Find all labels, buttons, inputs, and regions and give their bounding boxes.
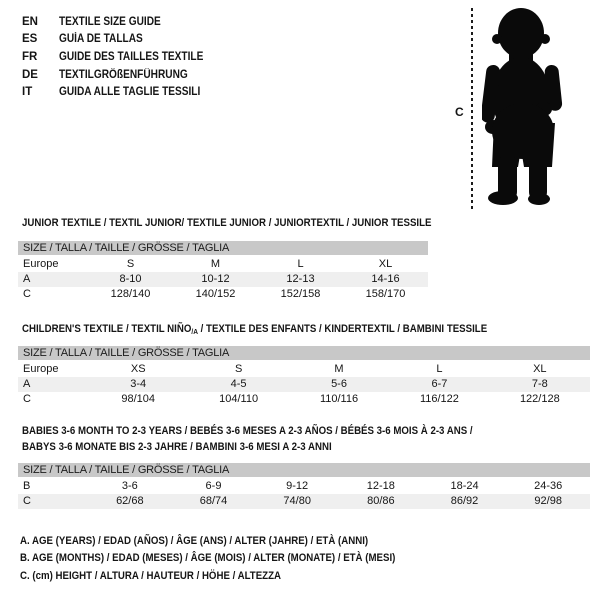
footnote-legend — [20, 533, 447, 585]
table-cell: 98/104 — [121, 393, 156, 405]
table-cell: 116/122 — [419, 393, 459, 405]
table-row — [18, 272, 428, 287]
table-cell: 9-12 — [286, 480, 309, 492]
children-heading-after: / TEXTILE DES ENFANTS / KINDERTEXTIL / BAMBINI TESSILE — [197, 323, 488, 335]
row-label: C — [23, 288, 31, 300]
language-code: FR — [22, 50, 38, 63]
footnote-a-text: A. AGE (YEARS) / EDAD (AÑOS) / ÂGE (ANS) / ALTER (JAHRE) / ETÀ (ANNI) — [20, 535, 369, 547]
babies-heading-line1: BABIES 3-6 MONTH TO 2-3 YEARS / BEBÉS 3-6 MESES A 2-3 AÑOS / BÉBÉS 3-6 MOIS À 2-3 ANS / — [22, 425, 473, 437]
table-cell: 158/170 — [365, 288, 406, 300]
table-row — [18, 494, 590, 509]
language-list — [22, 13, 223, 101]
table-cell: 110/116 — [319, 393, 359, 405]
table-cell: M — [210, 258, 221, 270]
table-cell: S — [234, 363, 243, 375]
row-label: Europe — [23, 363, 59, 375]
table-cell: S — [126, 258, 135, 270]
row-label: Europe — [23, 258, 59, 270]
row-label: C — [23, 495, 31, 507]
babies-section-heading — [22, 423, 534, 455]
height-measure-dashed-line — [471, 8, 473, 209]
row-label: C — [23, 393, 31, 405]
table-cell: XL — [533, 363, 547, 375]
table-cell: XL — [378, 258, 393, 270]
footnote-b-text: B. AGE (MONTHS) / EDAD (MESES) / ÂGE (MOIS) / ALTER (MONATE) / ETÀ (MESI) — [20, 552, 396, 565]
table-cell: 92/98 — [534, 495, 562, 507]
table-cell: 12-18 — [366, 480, 395, 492]
babies-size-table — [18, 463, 590, 509]
table-cell: 80/86 — [367, 495, 395, 507]
footnote-c — [20, 568, 447, 585]
table-cell: 10-12 — [201, 273, 230, 285]
table-cell: 122/128 — [519, 393, 560, 405]
table-cell: 12-13 — [286, 273, 315, 285]
children-heading-before: CHILDREN'S TEXTILE / TEXTIL NIÑO — [22, 323, 192, 335]
footnote-a — [20, 533, 447, 550]
table-cell: XS — [130, 363, 146, 375]
footnote-c-text: C. (cm) HEIGHT / ALTURA / HAUTEUR / HÖHE / ALTEZZA — [20, 569, 282, 582]
table-cell: 74/80 — [283, 495, 311, 507]
language-row — [22, 66, 223, 84]
table-cell: 6-7 — [431, 378, 448, 390]
table-cell: L — [436, 363, 443, 375]
children-heading-text — [22, 321, 487, 340]
table-cell: L — [297, 258, 304, 270]
table-cell: 86/92 — [450, 495, 479, 507]
table-cell: 152/158 — [280, 288, 321, 300]
table-cell: 24-36 — [534, 480, 563, 492]
table-cell: 140/152 — [195, 288, 236, 300]
row-label: B — [23, 480, 31, 492]
language-row — [22, 48, 223, 66]
children-heading-sub: /A — [191, 327, 198, 336]
table-cell: 18-24 — [450, 480, 479, 492]
table-row — [18, 479, 590, 494]
table-cell: 14-16 — [371, 273, 400, 285]
table-cell: 62/68 — [116, 495, 144, 507]
table-row — [18, 257, 428, 272]
table-cell: 8-10 — [119, 273, 142, 285]
table-cell: 7-8 — [531, 378, 548, 390]
row-label: A — [23, 378, 31, 390]
table-cell: 6-9 — [205, 480, 222, 492]
junior-size-table — [18, 241, 428, 302]
size-header-bar: SIZE / TALLA / TAILLE / GRÖSSE / TAGLIA — [18, 346, 590, 360]
footnote-b — [20, 550, 447, 567]
junior-section-heading — [22, 215, 487, 231]
table-cell: 3-6 — [121, 480, 138, 492]
children-section-heading — [22, 321, 551, 340]
table-cell: 104/110 — [219, 393, 259, 405]
children-size-table — [18, 346, 590, 407]
language-row — [22, 31, 223, 49]
table-row — [18, 287, 428, 302]
language-code: DE — [22, 68, 38, 81]
junior-heading-text: JUNIOR TEXTILE / TEXTIL JUNIOR/ TEXTILE JUNIOR / JUNIORTEXTIL / JUNIOR TESSILE — [22, 217, 432, 229]
table-row — [18, 362, 590, 377]
baby-silhouette-icon — [482, 5, 574, 208]
table-cell: 3-4 — [130, 378, 147, 390]
table-cell: 4-5 — [230, 378, 247, 390]
table-cell: 68/74 — [199, 495, 228, 507]
size-header-bar: SIZE / TALLA / TAILLE / GRÖSSE / TAGLIA — [18, 463, 590, 477]
language-row — [22, 83, 223, 101]
babies-heading-line2: BABYS 3-6 MONATE BIS 2-3 JAHRE / BAMBINI 3-6 MESI A 2-3 ANNI — [22, 441, 332, 453]
height-measure-label: C — [455, 105, 464, 119]
table-cell: 128/140 — [110, 288, 151, 300]
language-title: GUIDA ALLE TAGLIE TESSILI — [59, 86, 201, 99]
table-cell: M — [334, 363, 344, 375]
table-row — [18, 392, 590, 407]
language-title: TEXTILGRÖßENFÜHRUNG — [59, 68, 188, 81]
language-title: GUÍA DE TALLAS — [59, 33, 143, 46]
language-row — [22, 13, 223, 31]
language-title: GUIDE DES TAILLES TEXTILE — [59, 50, 204, 63]
table-row — [18, 377, 590, 392]
language-code: ES — [22, 33, 38, 46]
table-cell: 5-6 — [331, 378, 347, 390]
row-label: A — [23, 273, 31, 285]
size-header-bar: SIZE / TALLA / TAILLE / GRÖSSE / TAGLIA — [18, 241, 428, 255]
language-code: IT — [22, 86, 33, 99]
language-code: EN — [22, 15, 38, 28]
language-title: TEXTILE SIZE GUIDE — [59, 15, 161, 28]
